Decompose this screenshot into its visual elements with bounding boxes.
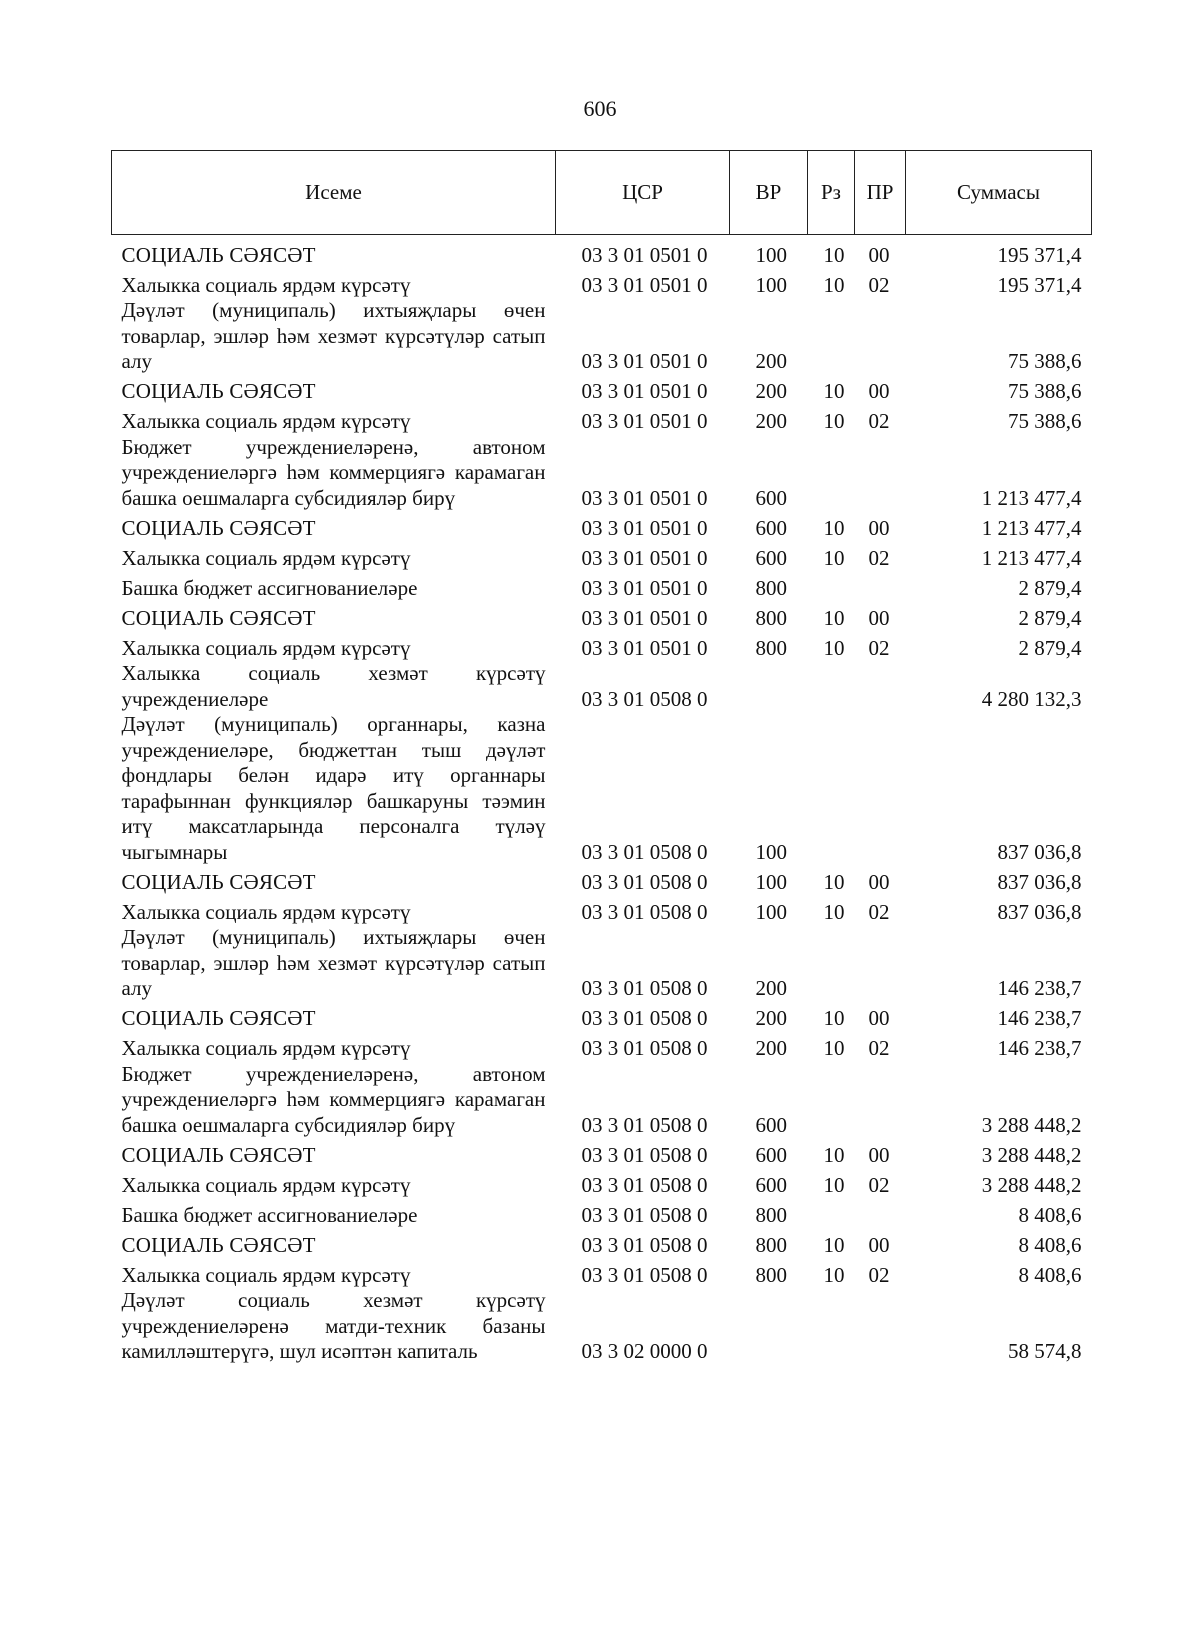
cell-csr: 03 3 01 0508 0 bbox=[581, 899, 708, 924]
cell-sum: 837 036,8 bbox=[997, 869, 1082, 894]
cell-rz: 10 bbox=[823, 379, 845, 403]
cell-sum: 4 280 132,3 bbox=[981, 686, 1082, 711]
cell-csr: 03 3 01 0508 0 bbox=[581, 1172, 708, 1197]
cell-sum: 195 371,4 bbox=[997, 272, 1082, 297]
table-row bbox=[112, 268, 1092, 298]
table-row bbox=[112, 1258, 1092, 1288]
cell-rz: 10 bbox=[823, 272, 845, 297]
cell-sum: 75 388,6 bbox=[1008, 409, 1082, 433]
cell-rz bbox=[808, 925, 855, 1002]
cell-name: Халыкка социаль ярдәм күрсәтү bbox=[121, 545, 411, 570]
header-csr: ЦСР bbox=[556, 151, 730, 235]
cell-rz: 10 bbox=[823, 1006, 845, 1030]
cell-name: Башка бюджет ассигнованиеләре bbox=[121, 1202, 418, 1227]
cell-rz bbox=[808, 1198, 855, 1228]
table-row bbox=[112, 1168, 1092, 1198]
cell-sum: 1 213 477,4 bbox=[981, 515, 1082, 540]
cell-name: Дәүләт (муниципаль) ихтыяҗлары өчен товарлар, эшләр һәм хезмәт күрсәтүләр сатып алу bbox=[121, 298, 546, 373]
cell-csr: 03 3 01 0508 0 bbox=[581, 1232, 708, 1257]
cell-name: Халыкка социаль ярдәм күрсәтү bbox=[121, 1036, 411, 1060]
cell-vr: 600 bbox=[755, 545, 787, 570]
cell-rz: 10 bbox=[823, 1262, 845, 1287]
cell-pr: 02 bbox=[868, 545, 890, 570]
cell-vr: 600 bbox=[755, 485, 787, 510]
cell-name: СОЦИАЛЬ СӘЯСӘТ bbox=[121, 515, 316, 540]
table-row bbox=[112, 298, 1092, 375]
table-row bbox=[112, 405, 1092, 435]
table-row bbox=[112, 1138, 1092, 1168]
cell-vr: 200 bbox=[755, 349, 787, 373]
cell-name: Халыкка социаль хезмәт күрсәтү учреждениеләре bbox=[121, 661, 546, 711]
cell-csr: 03 3 01 0508 0 bbox=[581, 1202, 708, 1227]
header-rz: Рз bbox=[808, 151, 855, 235]
cell-sum: 2 879,4 bbox=[1018, 605, 1082, 630]
cell-vr: 600 bbox=[755, 1172, 787, 1197]
cell-name: Башка бюджет ассигнованиеләре bbox=[121, 575, 418, 600]
cell-pr bbox=[855, 1288, 906, 1365]
cell-csr: 03 3 01 0501 0 bbox=[581, 379, 708, 403]
cell-pr: 02 bbox=[868, 1036, 890, 1060]
cell-rz: 10 bbox=[823, 409, 845, 433]
cell-vr: 800 bbox=[755, 635, 787, 660]
cell-vr: 200 bbox=[755, 976, 787, 1000]
page-number: 606 bbox=[583, 96, 617, 121]
cell-name: Бюджет учреждениеләренә, автоном учреждениеләргә һәм коммерциягә карамаган башка оешмаларга субсидияләр бирү bbox=[121, 1061, 546, 1137]
cell-vr: 600 bbox=[755, 515, 787, 540]
table-row bbox=[112, 925, 1092, 1002]
cell-csr: 03 3 01 0501 0 bbox=[581, 485, 708, 510]
cell-csr: 03 3 01 0508 0 bbox=[581, 869, 708, 894]
cell-name: СОЦИАЛЬ СӘЯСӘТ bbox=[121, 1006, 316, 1030]
cell-vr: 800 bbox=[755, 1232, 787, 1257]
cell-pr bbox=[855, 712, 906, 865]
cell-rz bbox=[808, 712, 855, 865]
cell-sum: 195 371,4 bbox=[997, 242, 1082, 267]
cell-name: Халыкка социаль ярдәм күрсәтү bbox=[121, 409, 411, 433]
cell-sum: 3 288 448,2 bbox=[981, 1172, 1082, 1197]
cell-rz: 10 bbox=[823, 545, 845, 570]
cell-name: СОЦИАЛЬ СӘЯСӘТ bbox=[121, 869, 316, 894]
cell-pr: 00 bbox=[868, 1142, 890, 1167]
cell-rz bbox=[808, 435, 855, 512]
cell-pr bbox=[855, 1062, 906, 1139]
cell-pr: 02 bbox=[868, 899, 890, 924]
table-row bbox=[112, 1032, 1092, 1062]
cell-pr bbox=[855, 1198, 906, 1228]
table-row bbox=[112, 235, 1092, 269]
cell-rz bbox=[808, 1288, 855, 1365]
table-row bbox=[112, 1062, 1092, 1139]
cell-pr: 02 bbox=[868, 272, 890, 297]
cell-name: Халыкка социаль ярдәм күрсәтү bbox=[121, 1262, 411, 1287]
table-row bbox=[112, 1228, 1092, 1258]
header-name: Исеме bbox=[112, 151, 556, 235]
cell-sum: 3 288 448,2 bbox=[981, 1112, 1082, 1137]
cell-rz: 10 bbox=[823, 1232, 845, 1257]
cell-pr: 00 bbox=[868, 1232, 890, 1257]
cell-sum: 58 574,8 bbox=[1008, 1339, 1082, 1363]
cell-pr bbox=[855, 298, 906, 375]
table-row bbox=[112, 375, 1092, 405]
cell-vr: 600 bbox=[755, 1142, 787, 1167]
cell-name: Халыкка социаль ярдәм күрсәтү bbox=[121, 635, 411, 660]
cell-pr: 00 bbox=[868, 605, 890, 630]
table-row bbox=[112, 865, 1092, 895]
cell-rz: 10 bbox=[823, 1142, 845, 1167]
cell-name: Дәүләт (муниципаль) ихтыяҗлары өчен товарлар, эшләр һәм хезмәт күрсәтүләр сатып алу bbox=[121, 925, 546, 1000]
table-row bbox=[112, 571, 1092, 601]
cell-vr: 100 bbox=[755, 869, 787, 894]
cell-rz: 10 bbox=[823, 242, 845, 267]
cell-name: Бюджет учреждениеләренә, автоном учреждениеләргә һәм коммерциягә карамаган башка оешмаларга субсидияләр бирү bbox=[121, 434, 546, 510]
cell-sum: 2 879,4 bbox=[1018, 575, 1082, 600]
cell-csr: 03 3 01 0501 0 bbox=[581, 349, 708, 373]
cell-pr: 02 bbox=[868, 409, 890, 433]
cell-name: Дәүләт (муниципаль) органнары, казна учреждениеләре, бюджеттан тыш дәүләт фондлары белән идарә итү органнары тарафыннан функцияләр башкаруны тәэмин итү максатларында персоналга түләү чыгымнары bbox=[121, 712, 546, 864]
cell-rz: 10 bbox=[823, 869, 845, 894]
cell-sum: 3 288 448,2 bbox=[981, 1142, 1082, 1167]
cell-name: СОЦИАЛЬ СӘЯСӘТ bbox=[121, 242, 316, 267]
cell-name: Халыкка социаль ярдәм күрсәтү bbox=[121, 1172, 411, 1197]
cell-vr: 100 bbox=[755, 899, 787, 924]
cell-csr: 03 3 01 0508 0 bbox=[581, 686, 708, 711]
cell-vr: 200 bbox=[755, 1006, 787, 1030]
cell-pr bbox=[855, 571, 906, 601]
cell-sum: 8 408,6 bbox=[1018, 1202, 1082, 1227]
table-header-row bbox=[112, 151, 1092, 235]
cell-name: Дәүләт социаль хезмәт күрсәтү учреждениеләренә матди-техник базаны камилләштерүгә, шул исәптән капиталь bbox=[121, 1288, 546, 1363]
cell-pr: 02 bbox=[868, 1172, 890, 1197]
cell-pr bbox=[855, 435, 906, 512]
table-row bbox=[112, 631, 1092, 661]
cell-sum: 837 036,8 bbox=[997, 839, 1082, 864]
cell-csr: 03 3 01 0508 0 bbox=[581, 1036, 708, 1060]
table-row bbox=[112, 1002, 1092, 1032]
table-row bbox=[112, 511, 1092, 541]
cell-csr: 03 3 01 0501 0 bbox=[581, 635, 708, 660]
cell-pr: 02 bbox=[868, 635, 890, 660]
cell-rz bbox=[808, 661, 855, 712]
cell-rz: 10 bbox=[823, 635, 845, 660]
cell-pr bbox=[855, 661, 906, 712]
cell-rz bbox=[808, 1062, 855, 1139]
cell-sum: 1 213 477,4 bbox=[981, 485, 1082, 510]
table-row bbox=[112, 661, 1092, 712]
budget-table bbox=[111, 150, 1092, 1365]
cell-csr: 03 3 01 0501 0 bbox=[581, 242, 708, 267]
cell-csr: 03 3 01 0508 0 bbox=[581, 839, 708, 864]
table-row bbox=[112, 895, 1092, 925]
cell-pr: 00 bbox=[868, 515, 890, 540]
cell-name: Халыкка социаль ярдәм күрсәтү bbox=[121, 272, 411, 297]
cell-sum: 75 388,6 bbox=[1008, 379, 1082, 403]
table-row bbox=[112, 601, 1092, 631]
cell-pr: 00 bbox=[868, 1006, 890, 1030]
cell-sum: 2 879,4 bbox=[1018, 635, 1082, 660]
cell-sum: 146 238,7 bbox=[997, 976, 1082, 1000]
cell-rz bbox=[808, 298, 855, 375]
cell-csr: 03 3 01 0501 0 bbox=[581, 409, 708, 433]
cell-vr: 100 bbox=[755, 272, 787, 297]
header-vr: ВР bbox=[730, 151, 808, 235]
cell-vr: 800 bbox=[755, 605, 787, 630]
cell-vr: 600 bbox=[755, 1112, 787, 1137]
cell-vr: 200 bbox=[755, 409, 787, 433]
cell-csr: 03 3 01 0508 0 bbox=[581, 1262, 708, 1287]
cell-csr: 03 3 01 0508 0 bbox=[581, 976, 708, 1000]
table-row bbox=[112, 1288, 1092, 1365]
cell-name: СОЦИАЛЬ СӘЯСӘТ bbox=[121, 605, 316, 630]
cell-pr: 00 bbox=[868, 242, 890, 267]
cell-vr: 100 bbox=[755, 242, 787, 267]
cell-csr: 03 3 01 0501 0 bbox=[581, 545, 708, 570]
cell-sum: 1 213 477,4 bbox=[981, 545, 1082, 570]
table-row bbox=[112, 541, 1092, 571]
table-row bbox=[112, 1198, 1092, 1228]
header-sum: Суммасы bbox=[906, 151, 1092, 235]
table-row bbox=[112, 712, 1092, 865]
cell-name: СОЦИАЛЬ СӘЯСӘТ bbox=[121, 1142, 316, 1167]
cell-csr: 03 3 01 0501 0 bbox=[581, 515, 708, 540]
cell-sum: 8 408,6 bbox=[1018, 1232, 1082, 1257]
cell-sum: 146 238,7 bbox=[997, 1036, 1082, 1060]
cell-vr: 100 bbox=[755, 839, 787, 864]
cell-sum: 75 388,6 bbox=[1008, 349, 1082, 373]
cell-rz: 10 bbox=[823, 515, 845, 540]
cell-csr: 03 3 02 0000 0 bbox=[581, 1339, 708, 1363]
cell-pr: 02 bbox=[868, 1262, 890, 1287]
table-row bbox=[112, 435, 1092, 512]
cell-pr bbox=[855, 925, 906, 1002]
cell-vr bbox=[730, 1288, 808, 1365]
cell-name: СОЦИАЛЬ СӘЯСӘТ bbox=[121, 1232, 316, 1257]
cell-pr: 00 bbox=[868, 869, 890, 894]
cell-csr: 03 3 01 0508 0 bbox=[581, 1112, 708, 1137]
cell-vr: 800 bbox=[755, 575, 787, 600]
cell-csr: 03 3 01 0501 0 bbox=[581, 272, 708, 297]
cell-sum: 837 036,8 bbox=[997, 899, 1082, 924]
cell-csr: 03 3 01 0508 0 bbox=[581, 1142, 708, 1167]
cell-csr: 03 3 01 0501 0 bbox=[581, 605, 708, 630]
cell-vr: 800 bbox=[755, 1202, 787, 1227]
cell-sum: 8 408,6 bbox=[1018, 1262, 1082, 1287]
table-body bbox=[112, 235, 1092, 1365]
cell-rz: 10 bbox=[823, 605, 845, 630]
cell-rz: 10 bbox=[823, 1036, 845, 1060]
cell-rz: 10 bbox=[823, 1172, 845, 1197]
cell-rz bbox=[808, 571, 855, 601]
cell-pr: 00 bbox=[868, 379, 890, 403]
cell-vr bbox=[730, 661, 808, 712]
cell-vr: 800 bbox=[755, 1262, 787, 1287]
cell-name: Халыкка социаль ярдәм күрсәтү bbox=[121, 899, 411, 924]
cell-name: СОЦИАЛЬ СӘЯСӘТ bbox=[121, 379, 316, 403]
cell-rz: 10 bbox=[823, 899, 845, 924]
cell-vr: 200 bbox=[755, 379, 787, 403]
cell-sum: 146 238,7 bbox=[997, 1006, 1082, 1030]
cell-csr: 03 3 01 0501 0 bbox=[581, 575, 708, 600]
cell-csr: 03 3 01 0508 0 bbox=[581, 1006, 708, 1030]
header-pr: ПР bbox=[855, 151, 906, 235]
cell-vr: 200 bbox=[755, 1036, 787, 1060]
